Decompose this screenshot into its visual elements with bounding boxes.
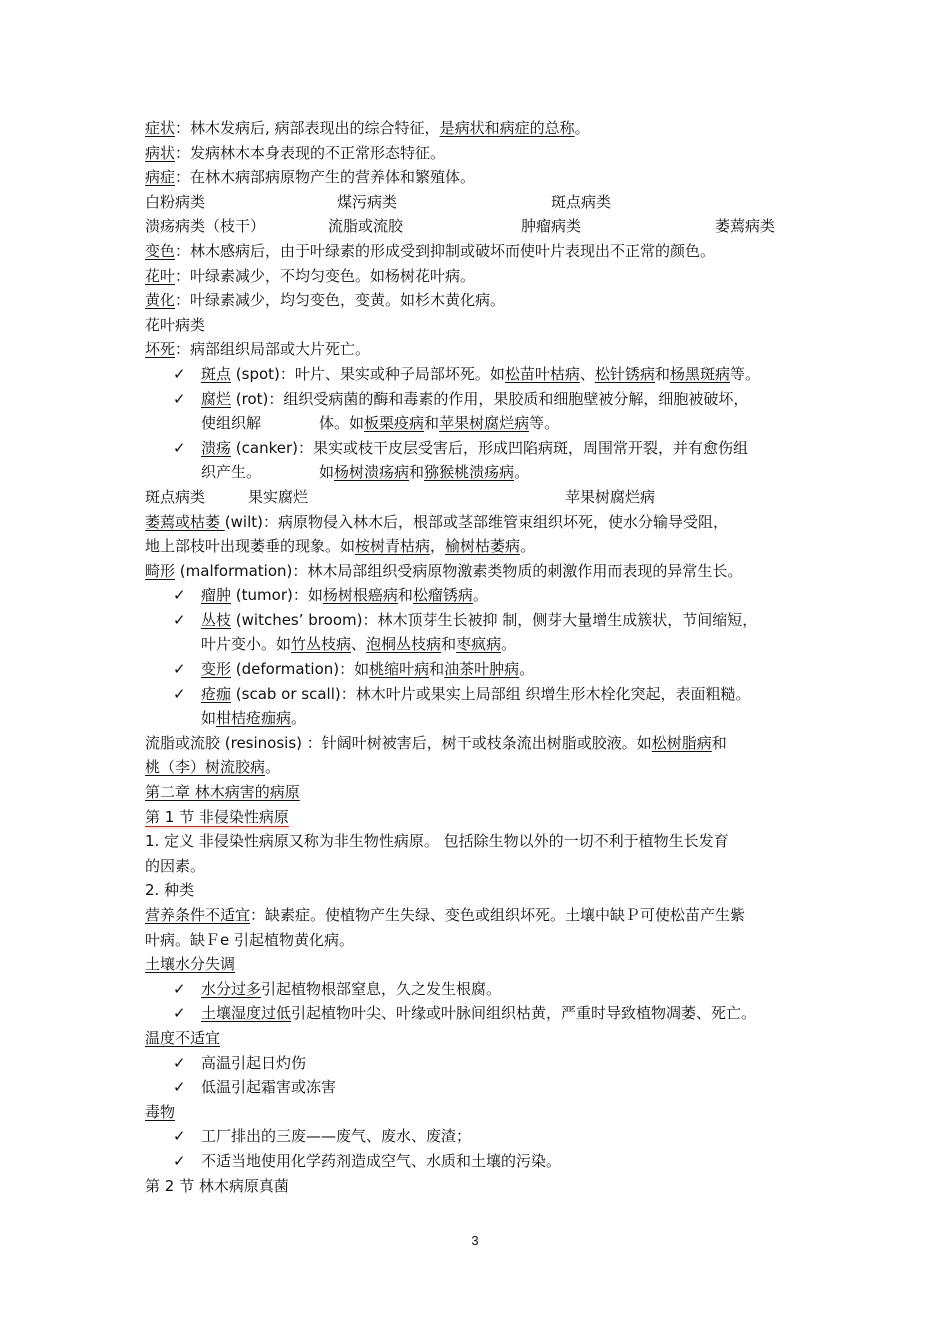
text: 体。如 [319, 414, 365, 433]
category: 流脂或流胶 [328, 217, 404, 236]
para-disease-state [145, 141, 810, 166]
check-icon: ✓ [173, 1127, 186, 1146]
category: 肿瘤病类 [521, 217, 582, 236]
para-mosaic [145, 264, 810, 289]
symptom-summary: 是病状和病症的总称 [439, 119, 575, 137]
bullet-high-temp [145, 1051, 810, 1076]
text: 、 [351, 635, 367, 654]
category: 斑点病类 [145, 487, 206, 506]
category: 萎蔫病类 [715, 217, 776, 236]
text: (rot)：组织受病菌的酶和毒素的作用，果胶质和细胞壁被分解，细胞被破坏， [231, 389, 749, 408]
section-title-1 [145, 805, 810, 830]
category: 果实腐烂 [248, 487, 309, 506]
text: 和 [409, 463, 425, 482]
bullet-factory-waste [145, 1124, 810, 1149]
category: 斑点病类 [551, 192, 612, 211]
bullet-spot [145, 362, 810, 387]
subheading: 毒物 [145, 1102, 176, 1121]
category: 溃疡病类（枝干） [145, 217, 266, 236]
categories-row-3 [145, 485, 810, 510]
term: 疮痂 [201, 684, 232, 703]
text: 和 [654, 364, 670, 383]
text: ：发病林木本身表现的不正常形态特征。 [175, 143, 446, 162]
text: 如 [319, 463, 335, 482]
para-nutrition [145, 903, 810, 928]
text: 。 [519, 660, 535, 679]
heading-temperature [145, 1026, 810, 1051]
check-icon: ✓ [173, 660, 186, 679]
disease-categories-row-1 [145, 190, 810, 215]
disease-name: 榆树枯萎病 [445, 537, 521, 556]
bullet-scab-cont [145, 706, 810, 731]
disease-name: 松瘤锈病 [412, 586, 473, 605]
term: 溃疡 [201, 438, 232, 457]
term-necrosis: 坏死 [145, 340, 176, 359]
term-wilt: 萎蔫或枯萎 [145, 512, 225, 531]
disease-name: 苹果树腐烂病 [439, 414, 530, 433]
text: 高温引起日灼伤 [201, 1053, 307, 1072]
text: 引起植物根部窒息，久之发生根腐。 [261, 979, 502, 998]
check-icon: ✓ [173, 438, 186, 457]
disease-name: 松苗叶枯病 [504, 364, 580, 383]
disease-name: 松树脂病 [651, 733, 712, 752]
heading-poison [145, 1100, 810, 1125]
disease-name: 松针锈病 [594, 364, 655, 383]
check-icon: ✓ [173, 979, 186, 998]
text: 流脂或流胶 (resinosis) ：针阔叶树被害后，树干或枝条流出树脂或胶液。如 [145, 733, 652, 752]
bullet-low-humidity [145, 1001, 810, 1026]
bullet-witches-broom-cont [145, 632, 810, 657]
text: 和 [397, 586, 413, 605]
category: 白粉病类 [145, 192, 206, 211]
bullet-canker-cont [145, 460, 810, 485]
text: ：叶绿素减少，均匀变色，变黄。如杉木黄化病。 [175, 291, 506, 310]
text: 和 [441, 635, 457, 654]
para-symptom [145, 116, 810, 141]
disease-name: 泡桐丛枝病 [366, 635, 442, 654]
text: 引起植物叶尖、叶缘或叶脉间组织枯黄，严重时导致植物凋萎、死亡。 [291, 1004, 757, 1023]
text: ：林木发病后, 病部表现出的综合特征， [175, 119, 440, 137]
chapter-title [145, 780, 810, 805]
term: 腐烂 [201, 389, 232, 408]
disease-name: 杨树溃疡病 [334, 463, 410, 482]
bullet-tumor [145, 583, 810, 608]
bullet-rot-cont [145, 411, 810, 436]
bullet-chemical-misuse [145, 1149, 810, 1174]
text: (witches’ broom)：林木顶芽生长被抑 制，侧芽大量增生成簇状，节间缩短， [231, 610, 758, 629]
para-definition-cont: 的因素。 [145, 856, 206, 875]
subheading: 土壤水分失调 [145, 955, 236, 974]
para-resinosis [145, 731, 810, 756]
term: 水分过多 [201, 979, 262, 998]
text: 织产生。 [201, 463, 262, 482]
disease-name: 桃缩叶病 [369, 660, 430, 679]
term: 土壤湿度过低 [201, 1004, 292, 1023]
term: 斑点 [201, 364, 232, 383]
text: 不适当地使用化学药剂造成空气、水质和土壤的污染。 [201, 1151, 562, 1170]
term-malformation: 畸形 [145, 561, 176, 580]
text: (malformation)：林木局部组织受病原物激素类物质的刺激作用而表现的异常生长。 [175, 561, 743, 580]
check-icon: ✓ [173, 586, 186, 605]
text: 地上部枝叶出现萎垂的现象。如 [145, 537, 356, 556]
text: ：缺素症。使植物产生失绿、变色或组织坏死。土壤中缺Ｐ可使松苗产生紫 [250, 906, 746, 924]
para-definition: 1. 定义 非侵染性病原又称为非生物性病原。 包括除生物以外的一切不利于植物生长发育 [145, 832, 729, 851]
disease-categories-row-2 [145, 214, 810, 239]
para-wilt [145, 510, 810, 535]
para-nutrition-cont: 叶病。缺Ｆe 引起植物黄化病。 [145, 930, 354, 949]
text: 。 [265, 758, 281, 777]
para-discoloration [145, 239, 810, 264]
term-mosaic: 花叶 [145, 266, 176, 285]
term-symptom: 症状 [145, 119, 176, 137]
disease-name: 杨树根癌病 [322, 586, 398, 605]
bullet-scab [145, 682, 810, 707]
bullet-deformation [145, 657, 810, 682]
check-icon: ✓ [173, 1151, 186, 1170]
term-chlorosis: 黄化 [145, 291, 176, 310]
category: 苹果树腐烂病 [565, 487, 656, 506]
term: 变形 [201, 660, 232, 679]
document-body [145, 116, 810, 1198]
disease-name: 杨黑斑病 [669, 364, 730, 383]
text: (spot)：叶片、果实或种子局部坏死。如 [231, 364, 505, 383]
text: 工厂排出的三废——废气、废水、废渣； [201, 1127, 472, 1146]
text: (deformation)：如 [231, 660, 370, 679]
disease-name: 猕猴桃溃疡病 [424, 463, 515, 482]
disease-name: 桉树青枯病 [355, 537, 431, 556]
text: 。 [472, 586, 488, 605]
disease-name: 柑桔疮痂病 [216, 709, 292, 728]
text: 。 [514, 463, 530, 482]
text: 和 [429, 660, 445, 679]
disease-name: 桃（李）树流胶病 [145, 758, 266, 777]
check-icon: ✓ [173, 389, 186, 408]
text: 等。 [729, 364, 760, 383]
text: ：叶绿素减少，不均匀变色。如杨树花叶病。 [175, 266, 476, 285]
bullet-low-temp [145, 1075, 810, 1100]
text: ：林木感病后，由于叶绿素的形成受到抑制或破坏而使叶片表现出不正常的颜色。 [175, 241, 716, 260]
disease-name: 油茶叶肿病 [444, 660, 520, 679]
text: 使组织解 [201, 414, 262, 433]
bullet-canker [145, 436, 810, 461]
para-kinds: 2. 种类 [145, 881, 195, 900]
category: 煤污病类 [337, 192, 398, 211]
term-sign: 病症 [145, 168, 176, 187]
check-icon: ✓ [173, 1053, 186, 1072]
subheading: 温度不适宜 [145, 1028, 221, 1047]
term: 丛枝 [201, 610, 232, 629]
check-icon: ✓ [173, 364, 186, 383]
text: (canker)：果实或枝干皮层受害后，形成凹陷病斑，周围常开裂，并有愈伤组 [231, 438, 748, 457]
text: (scab or scall)：林木叶片或果实上局部组 织增生形木栓化突起，表面粗糙。 [231, 684, 751, 703]
para-necrosis [145, 337, 810, 362]
chapter-heading: 第二章 林木病害的病原 [145, 783, 300, 802]
page-number: 3 [471, 1233, 479, 1248]
disease-name: 竹丛枝病 [291, 635, 352, 654]
term-discoloration: 变色 [145, 241, 176, 260]
text: 等。 [529, 414, 560, 433]
check-icon: ✓ [173, 684, 186, 703]
text: ， [430, 537, 446, 556]
disease-name: 板栗疫病 [364, 414, 425, 433]
text: 。 [501, 635, 517, 654]
para-wilt-cont [145, 534, 810, 559]
para-sign [145, 165, 810, 190]
para-chlorosis [145, 288, 810, 313]
mosaic-category: 花叶病类 [145, 315, 206, 334]
section-heading: 第 1 节 非侵染性病原 [145, 807, 289, 826]
text: ：病部组织局部或大片死亡。 [175, 340, 371, 359]
check-icon: ✓ [173, 1078, 186, 1097]
text: 、 [579, 364, 595, 383]
disease-name: 枣疯病 [456, 635, 502, 654]
bullet-excess-water [145, 977, 810, 1002]
text: 。 [520, 537, 536, 556]
para-malformation [145, 559, 810, 584]
bullet-witches-broom [145, 608, 810, 633]
text: 和 [711, 733, 727, 752]
term-disease-state: 病状 [145, 143, 176, 162]
heading-soil-water [145, 952, 810, 977]
text: (wilt)：病原物侵入林木后，根部或茎部维管束组织坏死，使水分输导受阻， [224, 512, 728, 531]
term-nutrition: 营养条件不适宜 [145, 906, 251, 924]
text: 。 [291, 709, 307, 728]
text: (tumor)：如 [231, 586, 323, 605]
term: 瘤肿 [201, 586, 232, 605]
section-title-2: 第 2 节 林木病原真菌 [145, 1176, 289, 1195]
check-icon: ✓ [173, 1004, 186, 1023]
text: ：在林木病部病原物产生的营养体和繁殖体。 [175, 168, 476, 187]
bullet-rot [145, 387, 810, 412]
para-resinosis-cont [145, 755, 810, 780]
text: 如 [201, 709, 217, 728]
text: 低温引起霜害或冻害 [201, 1078, 337, 1097]
text: 和 [424, 414, 440, 433]
text: 。 [574, 119, 590, 137]
check-icon: ✓ [173, 610, 186, 629]
text: 叶片变小。如 [201, 635, 292, 654]
